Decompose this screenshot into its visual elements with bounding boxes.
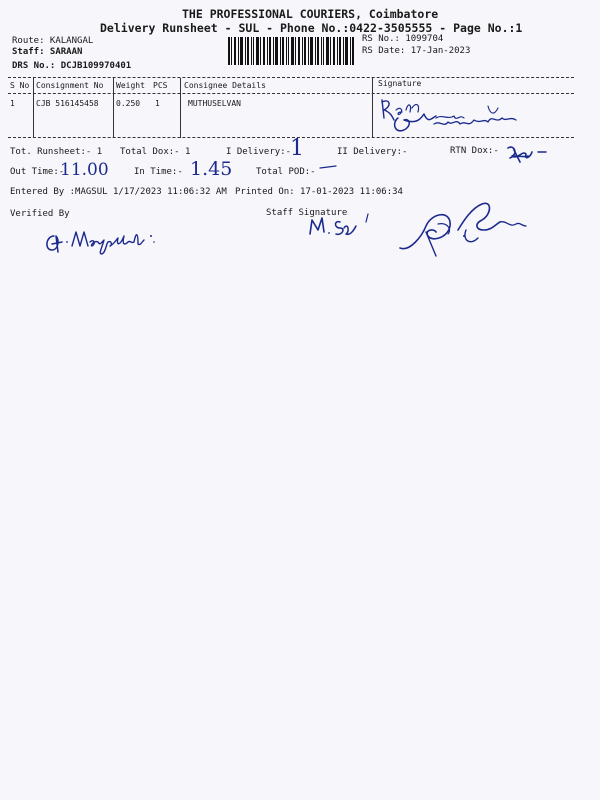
col-header-consignee: Consignee Details [184, 81, 266, 90]
large-signature [392, 196, 532, 262]
i-delivery-label: I Delivery:- [226, 147, 292, 157]
i-delivery-handwritten: 1 [290, 136, 304, 161]
out-time-label: Out Time:- [10, 167, 65, 177]
col-divider [113, 78, 114, 138]
out-time-handwritten: 11.00 [60, 160, 109, 180]
barcode [228, 37, 356, 65]
company-title: THE PROFESSIONAL COURIERS, Coimbatore [182, 7, 439, 21]
row-weight: 0.250 [116, 99, 141, 108]
runsheet-subtitle: Delivery Runsheet - SUL - Phone No.:0422-3505555 - Page No.:1 [100, 21, 523, 35]
col-header-pcs: PCS [153, 81, 168, 90]
rs-number: RS No.: 1099704 [362, 34, 444, 44]
col-header-consignment: Consignment No [36, 81, 104, 90]
in-time-label: In Time:- [134, 167, 183, 177]
col-header-sno: S No [10, 81, 30, 90]
col-divider [372, 78, 373, 138]
tot-runsheet: Tot. Runsheet:- 1 [10, 147, 103, 157]
rtn-dox-scribble [504, 140, 552, 166]
entered-by: Entered By :MAGSUL 1/17/2023 11:06:32 AM [10, 187, 227, 197]
ii-delivery-label: II Delivery:- [337, 147, 408, 157]
staff-signature-label: Staff Signature [266, 208, 348, 218]
row-consignee: MUTHUSELVAN [188, 99, 241, 108]
total-dox: Total Dox:- 1 [120, 147, 191, 157]
col-divider [180, 78, 181, 138]
rs-date: RS Date: 17-Jan-2023 [362, 46, 471, 56]
table-top-rule [8, 77, 574, 78]
drs-number: DRS No.: DCJB109970401 [12, 61, 132, 71]
col-header-signature: Signature [378, 79, 422, 88]
staff-label: Staff: SARAAN [12, 47, 83, 57]
staff-signature-mark [300, 208, 390, 242]
col-divider [33, 78, 34, 138]
row-consignment: CJB 516145458 [36, 99, 99, 108]
verified-by-label: Verified By [10, 209, 70, 219]
row-pcs: 1 [155, 99, 160, 108]
row-sno: 1 [10, 99, 15, 108]
col-header-weight: Weight [116, 81, 145, 90]
route-label: Route: KALANGAL [12, 36, 94, 46]
in-time-handwritten: 1.45 [190, 158, 233, 180]
rtn-dox-label: RTN Dox:- [450, 146, 499, 156]
printed-on: Printed On: 17-01-2023 11:06:34 [235, 187, 403, 197]
total-pod-dash [318, 162, 340, 172]
verified-by-signature [40, 222, 170, 258]
total-pod-label: Total POD:- [256, 167, 316, 177]
receiver-signature [376, 94, 536, 140]
